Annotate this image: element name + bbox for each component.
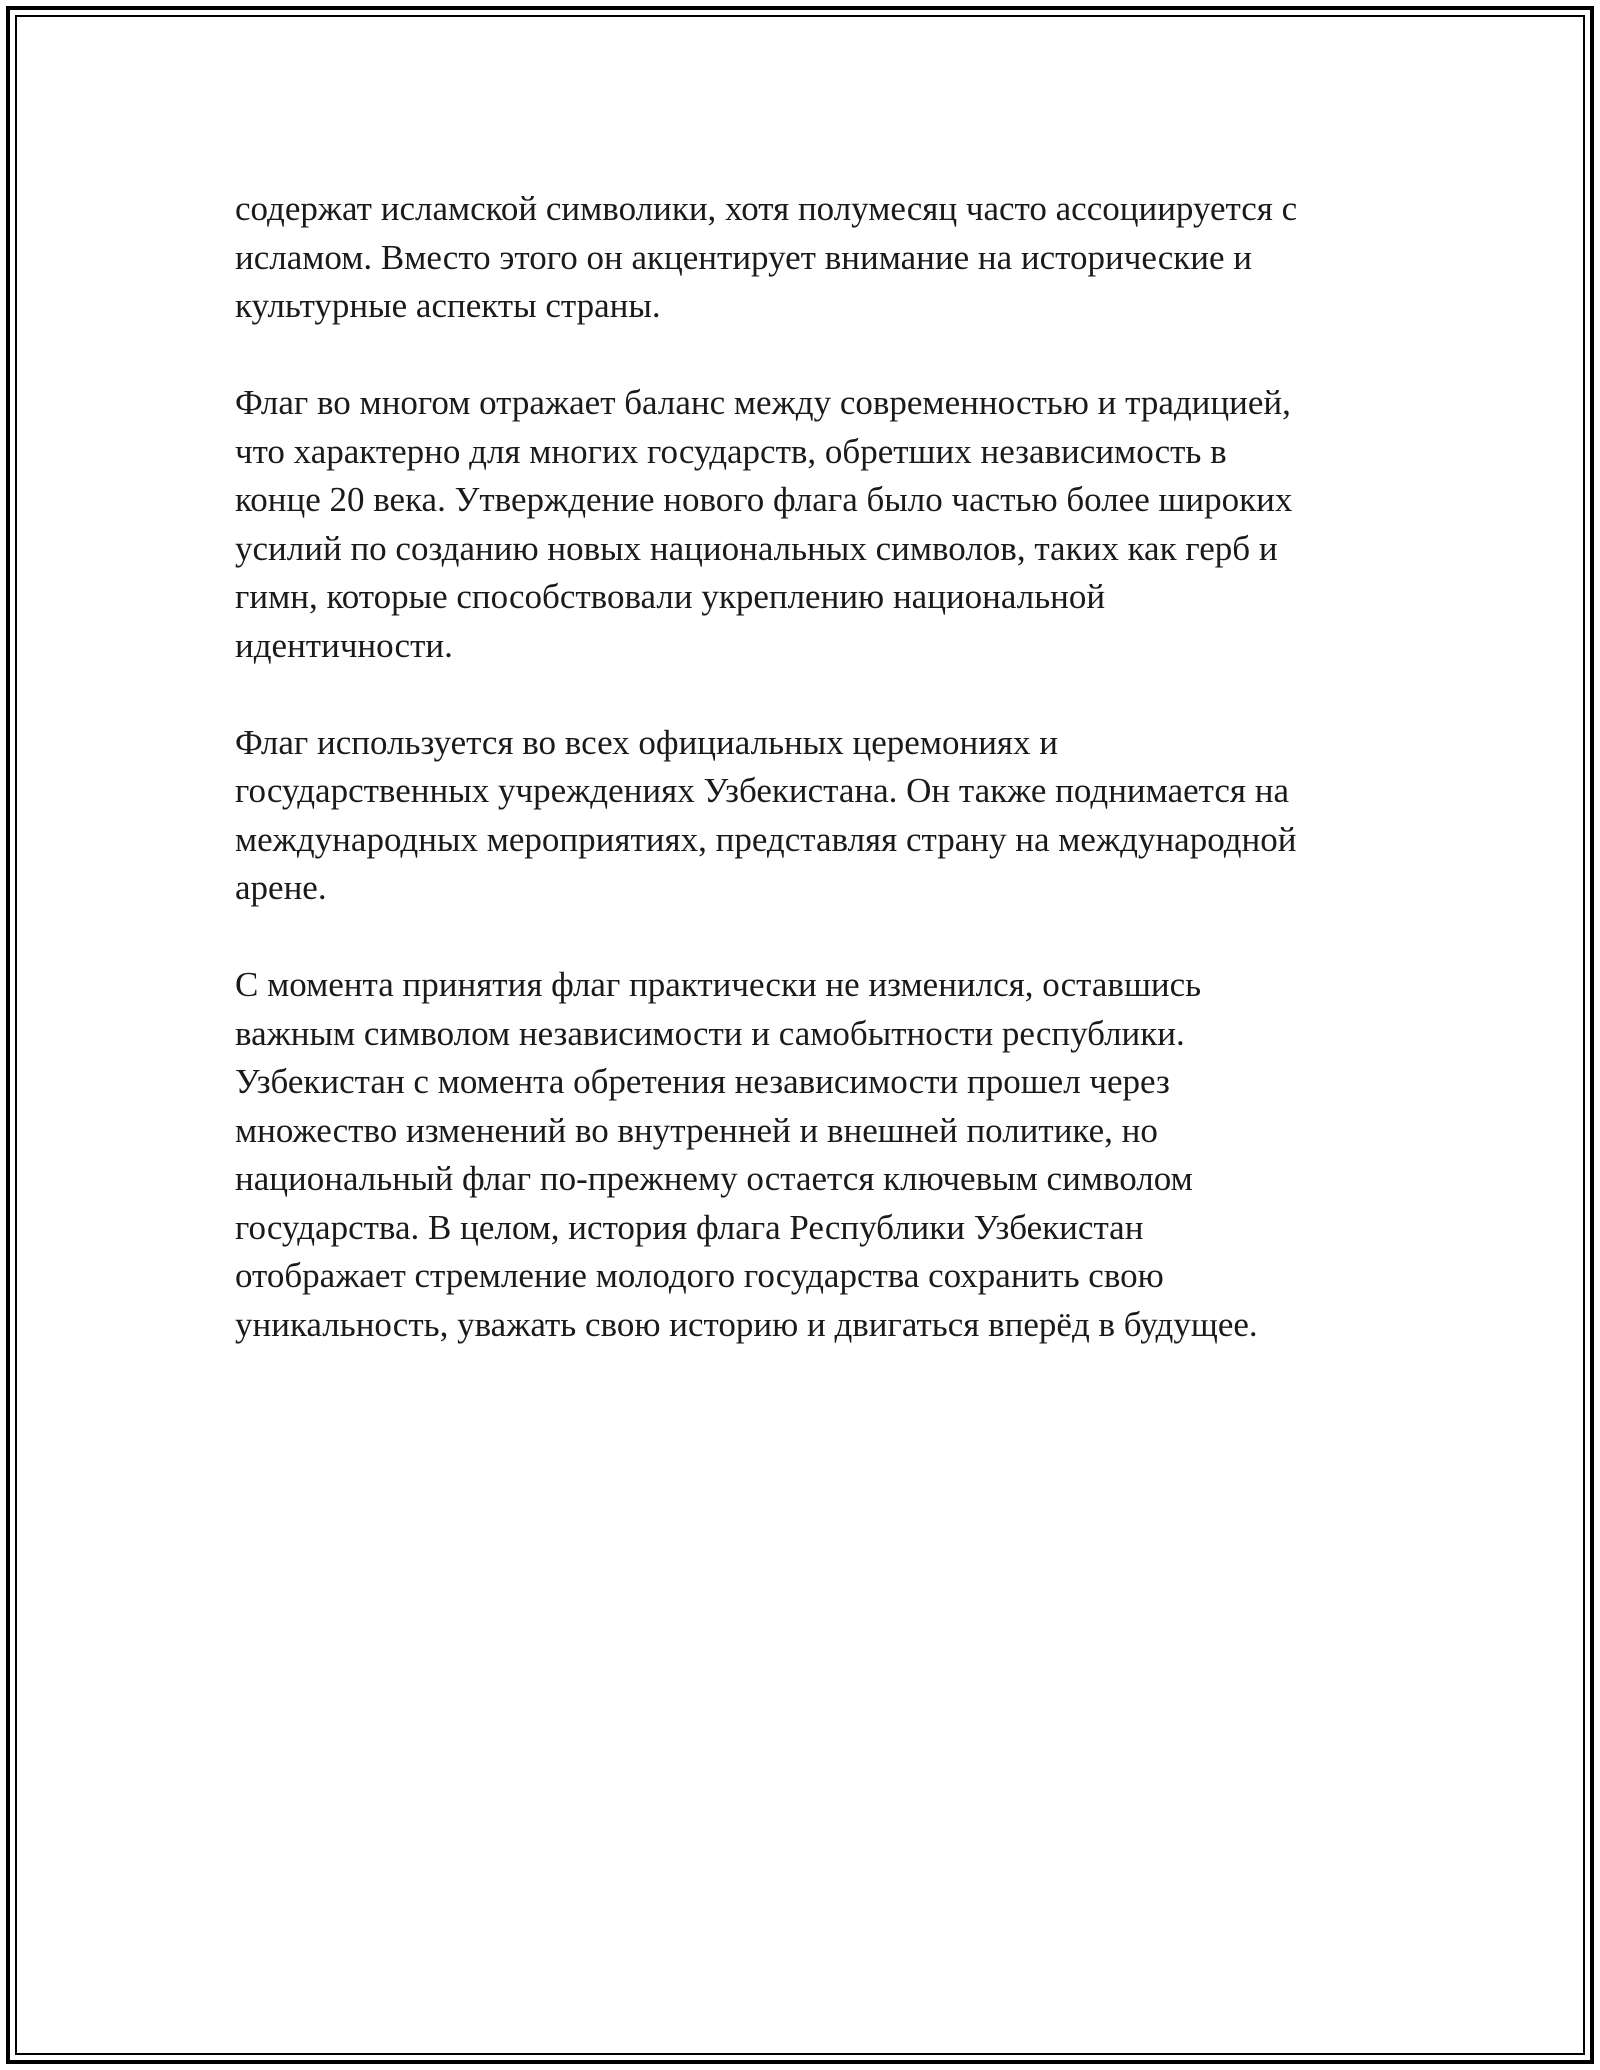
paragraph-4: С момента принятия флаг практически не изменился, оставшись важным символом независимости и самобытности республики. Узбекистан с момента обретения независимости прошел через множество изменений во внутренней и внешней политике, но национальный флаг по-прежнему остается ключевым символом государства. В целом, история флага Республики Узбекистан отображает стремление молодого государства сохранить свою уникальность, уважать свою историю и двигаться вперёд в будущее. [235,965,1258,1344]
document-body [235,185,1375,1398]
paragraph-1: содержат исламской символики, хотя полумесяц часто ассоциируется с исламом. Вместо этого он акцентирует внимание на исторические и культурные аспекты страны. [235,189,1298,325]
paragraph-3: Флаг используется во всех официальных церемониях и государственных учреждениях Узбекистана. Он также поднимается на международных мероприятиях, представляя страну на международной арене. [235,722,1297,907]
paragraph-2: Флаг во многом отражает баланс между современностью и традицией, что характерно для многих государств, обретших независимость в конце 20 века. Утверждение нового флага было частью более широких усилий по созданию новых национальных символов, таких как герб и гимн, которые способствовали укреплению национальной идентичности. [235,383,1293,665]
